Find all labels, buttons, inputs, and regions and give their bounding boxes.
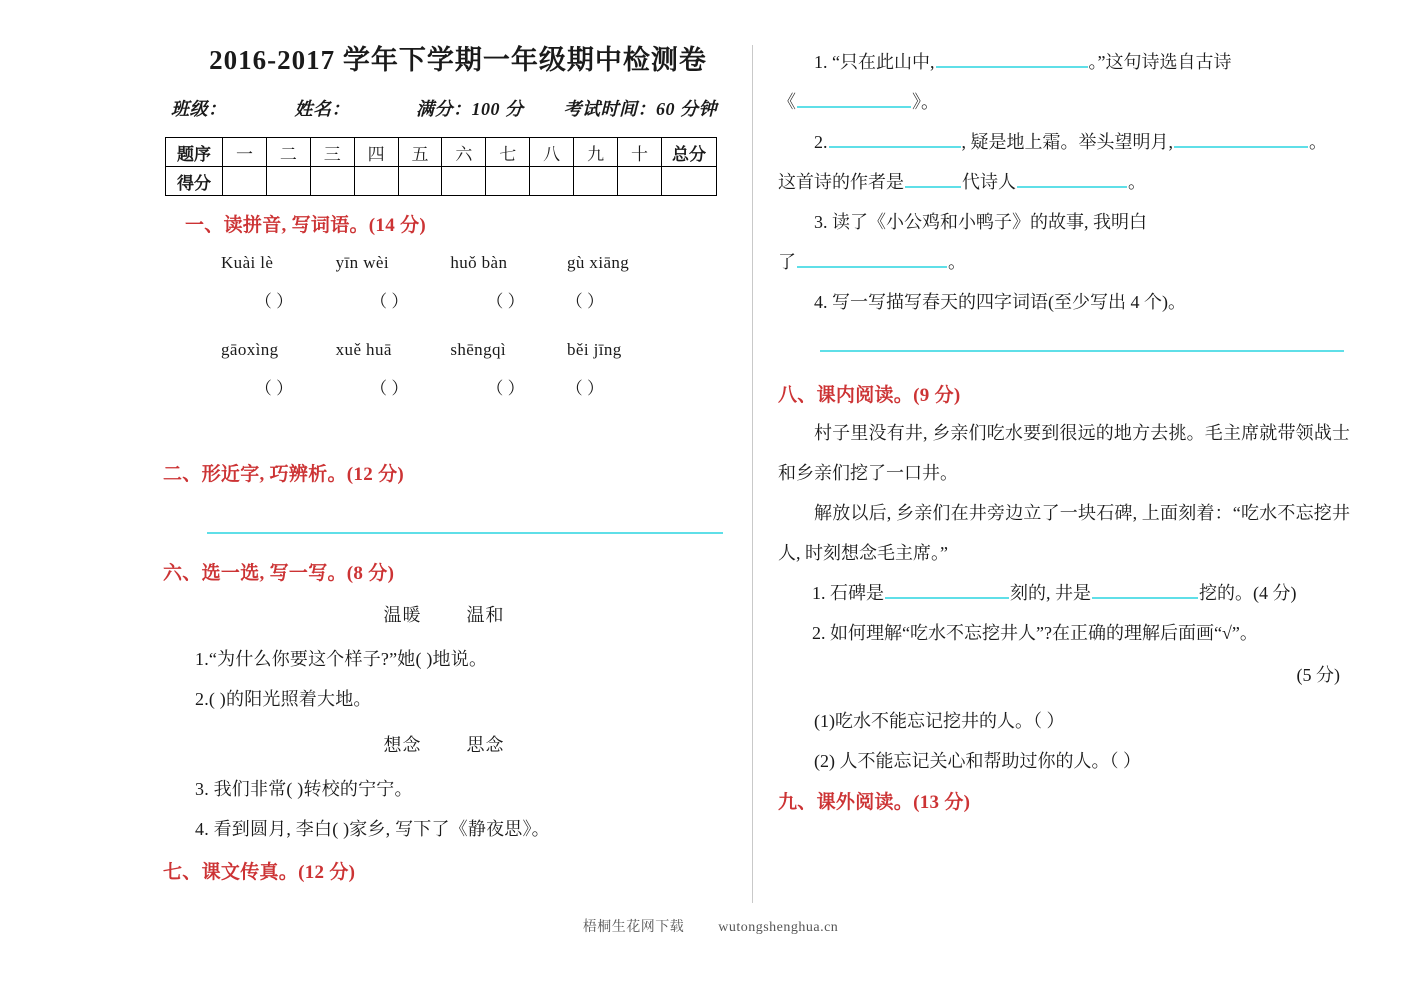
section-separator-rule: [207, 532, 723, 534]
word-bank-2-option-2: 思念: [466, 735, 505, 755]
right-column: [778, 42, 1350, 814]
comprehension-q1-text-a: 1. 石碑是: [812, 583, 884, 603]
pinyin-word-2: yīn wèi: [335, 253, 389, 272]
table-row-question-numbers: [166, 138, 717, 167]
comprehension-q1-text-b: 刻的, 井是: [1010, 583, 1091, 603]
score-table-col-4: 四: [354, 138, 398, 167]
class-label: 班级：: [171, 99, 227, 119]
section-heading-8: 八、课内阅读。(9 分): [778, 385, 961, 406]
word-bank-1-option-2: 温和: [466, 605, 505, 625]
recite-item-4-number: 4.: [814, 292, 828, 312]
answer-blank-8[interactable]: （ ）: [565, 379, 604, 398]
footer-site-name: 梧桐生花网下载: [582, 920, 685, 935]
recite-item-1-text-a: “只在此山中,: [832, 52, 935, 72]
answer-blank-1[interactable]: （ ）: [254, 292, 294, 311]
recite-item-1-continued: [778, 82, 1350, 122]
answer-rule-item-4[interactable]: [820, 350, 1344, 352]
fill-blank-2-4[interactable]: [1017, 169, 1127, 188]
section-heading-7: 七、课文传真。(12 分): [163, 862, 356, 883]
recite-item-2: [778, 122, 1350, 162]
question-6-item-2[interactable]: 2.( )的阳光照着大地。: [195, 689, 372, 709]
recite-item-1: [778, 42, 1350, 82]
answer-blank-5[interactable]: （ ）: [254, 379, 294, 398]
score-cell-2[interactable]: [266, 167, 310, 196]
fill-blank-1-2[interactable]: [797, 89, 911, 108]
recite-item-3-text-b: 了: [778, 252, 796, 272]
recite-item-2-text-d: 代诗人: [962, 172, 1016, 192]
comprehension-question-1: [812, 573, 1350, 613]
score-cell-total[interactable]: [662, 167, 717, 196]
pinyin-word-3: huǒ bàn: [450, 253, 508, 272]
score-table-col-9: 九: [574, 138, 618, 167]
recite-item-3-continued: [778, 242, 1350, 282]
fill-blank-8-2[interactable]: [1092, 580, 1198, 599]
pinyin-word-5: gāoxìng: [221, 340, 279, 359]
score-table-row-label-2: 得分: [166, 167, 223, 196]
recite-item-2-continued: [778, 162, 1350, 202]
fill-blank-2-2[interactable]: [1174, 129, 1308, 148]
fill-blank-8-1[interactable]: [885, 580, 1009, 599]
score-table-col-10: 十: [618, 138, 662, 167]
question-6-item-4[interactable]: 4. 看到圆月, 李白( )家乡, 写下了《静夜思》。: [195, 819, 550, 839]
section-heading-9: 九、课外阅读。(13 分): [778, 792, 971, 813]
recite-item-1-text-d: 》。: [912, 92, 939, 112]
recite-item-4-text: 写一写描写春天的四字词语(至少写出 4 个)。: [832, 292, 1186, 312]
score-cell-3[interactable]: [310, 167, 354, 196]
recite-item-3-number: 3.: [814, 212, 828, 232]
exam-meta-line: [163, 95, 725, 121]
answer-blank-2[interactable]: （ ）: [370, 292, 409, 311]
fill-blank-3-1[interactable]: [797, 249, 947, 268]
score-cell-1[interactable]: [223, 167, 267, 196]
passage-paragraph-2: 解放以后, 乡亲们在井旁边立了一块石碑, 上面刻着：“吃水不忘挖井人, 时刻想念毛主席。”: [778, 503, 1350, 563]
answer-paren-row-2: [219, 374, 725, 399]
score-table-row-label-1: 题序: [166, 138, 223, 167]
answer-paren-row-1: [219, 287, 725, 312]
answer-blank-6[interactable]: （ ）: [370, 379, 409, 398]
section-heading-1: 一、读拼音, 写词语。(14 分): [185, 215, 427, 236]
page-title: 2016-2017 学年下学期一年级期中检测卷: [209, 45, 707, 75]
word-bank-2: [163, 731, 725, 757]
footer-watermark: [0, 916, 1421, 936]
recite-item-3-text-c: 。: [948, 252, 966, 272]
section-heading-6: 六、选一选, 写一写。(8 分): [163, 563, 395, 584]
answer-blank-3[interactable]: （ ）: [486, 292, 525, 311]
pinyin-word-4: gù xiāng: [566, 253, 630, 272]
score-table-col-1: 一: [223, 138, 267, 167]
answer-blank-4[interactable]: （ ）: [565, 292, 604, 311]
footer-site-url: wutongshenghua.cn: [718, 920, 839, 935]
score-table-col-2: 二: [266, 138, 310, 167]
pinyin-row-2: [221, 340, 725, 360]
pinyin-word-1: Kuài lè: [221, 253, 274, 272]
comprehension-q1-text-c: 挖的。(4 分): [1199, 583, 1297, 603]
fill-blank-1-1[interactable]: [936, 49, 1088, 68]
score-table-col-8: 八: [530, 138, 574, 167]
section-heading-2: 二、形近字, 巧辨析。(12 分): [163, 464, 405, 485]
score-cell-10[interactable]: [618, 167, 662, 196]
full-score-label: 满分：100 分: [416, 99, 524, 119]
word-bank-1: [163, 601, 725, 627]
recite-item-2-text-c: 这首诗的作者是: [778, 172, 904, 192]
book-bracket-open: 《: [778, 92, 796, 112]
pinyin-word-7: shēngqì: [450, 340, 506, 359]
student-name-label: 姓名：: [294, 99, 350, 119]
fill-blank-2-3[interactable]: [905, 169, 961, 188]
score-table-col-total: 总分: [662, 138, 717, 167]
comprehension-question-2-score: (5 分): [1296, 665, 1340, 685]
recite-item-2-number: 2.: [814, 132, 828, 152]
recite-item-3-text-a: 读了《小公鸡和小鸭子》的故事, 我明白: [832, 212, 1147, 232]
recite-item-1-text-b: 。”这句诗选自古诗: [1088, 52, 1232, 72]
score-cell-5[interactable]: [398, 167, 442, 196]
pinyin-row-1: [221, 253, 725, 273]
score-cell-8[interactable]: [530, 167, 574, 196]
pinyin-word-8: běi jīng: [566, 340, 622, 359]
question-6-item-3[interactable]: 3. 我们非常( )转校的宁宁。: [195, 779, 413, 799]
fill-blank-2-1[interactable]: [829, 129, 961, 148]
score-table-col-6: 六: [442, 138, 486, 167]
word-bank-2-option-1: 想念: [383, 735, 422, 755]
comprehension-option-1[interactable]: (1)吃水不能忘记挖井的人。（ ）: [814, 711, 1065, 731]
table-row-scores: [166, 167, 717, 196]
score-cell-6[interactable]: [442, 167, 486, 196]
recite-item-3: [778, 202, 1350, 242]
passage-paragraph-1: 村子里没有井, 乡亲们吃水要到很远的地方去挑。毛主席就带领战士和乡亲们挖了一口井。: [778, 423, 1350, 483]
score-table-col-7: 七: [486, 138, 530, 167]
score-cell-4[interactable]: [354, 167, 398, 196]
comprehension-question-2: 2. 如何理解“吃水不忘挖井人”?在正确的理解后面画“√”。: [812, 623, 1258, 643]
recite-item-2-text-b: 。: [1309, 132, 1327, 152]
column-divider: [752, 45, 753, 903]
recite-item-1-number: 1.: [814, 52, 828, 72]
question-6-item-1[interactable]: 1.“为什么你要这个样子?”她( )地说。: [195, 649, 488, 669]
score-cell-7[interactable]: [486, 167, 530, 196]
duration-label: 考试时间：60 分钟: [563, 99, 717, 119]
recite-item-4: [778, 282, 1350, 322]
score-table-col-3: 三: [310, 138, 354, 167]
left-column: [163, 38, 725, 884]
score-cell-9[interactable]: [574, 167, 618, 196]
comprehension-option-2[interactable]: (2) 人不能忘记关心和帮助过你的人。（ ）: [814, 751, 1141, 771]
pinyin-word-6: xuě huā: [335, 340, 392, 359]
score-table-col-5: 五: [398, 138, 442, 167]
recite-item-2-text-a: , 疑是地上霜。举头望明月,: [961, 132, 1173, 152]
answer-blank-7[interactable]: （ ）: [486, 379, 525, 398]
recite-item-2-text-e: 。: [1128, 172, 1146, 192]
score-table: [165, 137, 717, 196]
word-bank-1-option-1: 温暖: [383, 605, 422, 625]
